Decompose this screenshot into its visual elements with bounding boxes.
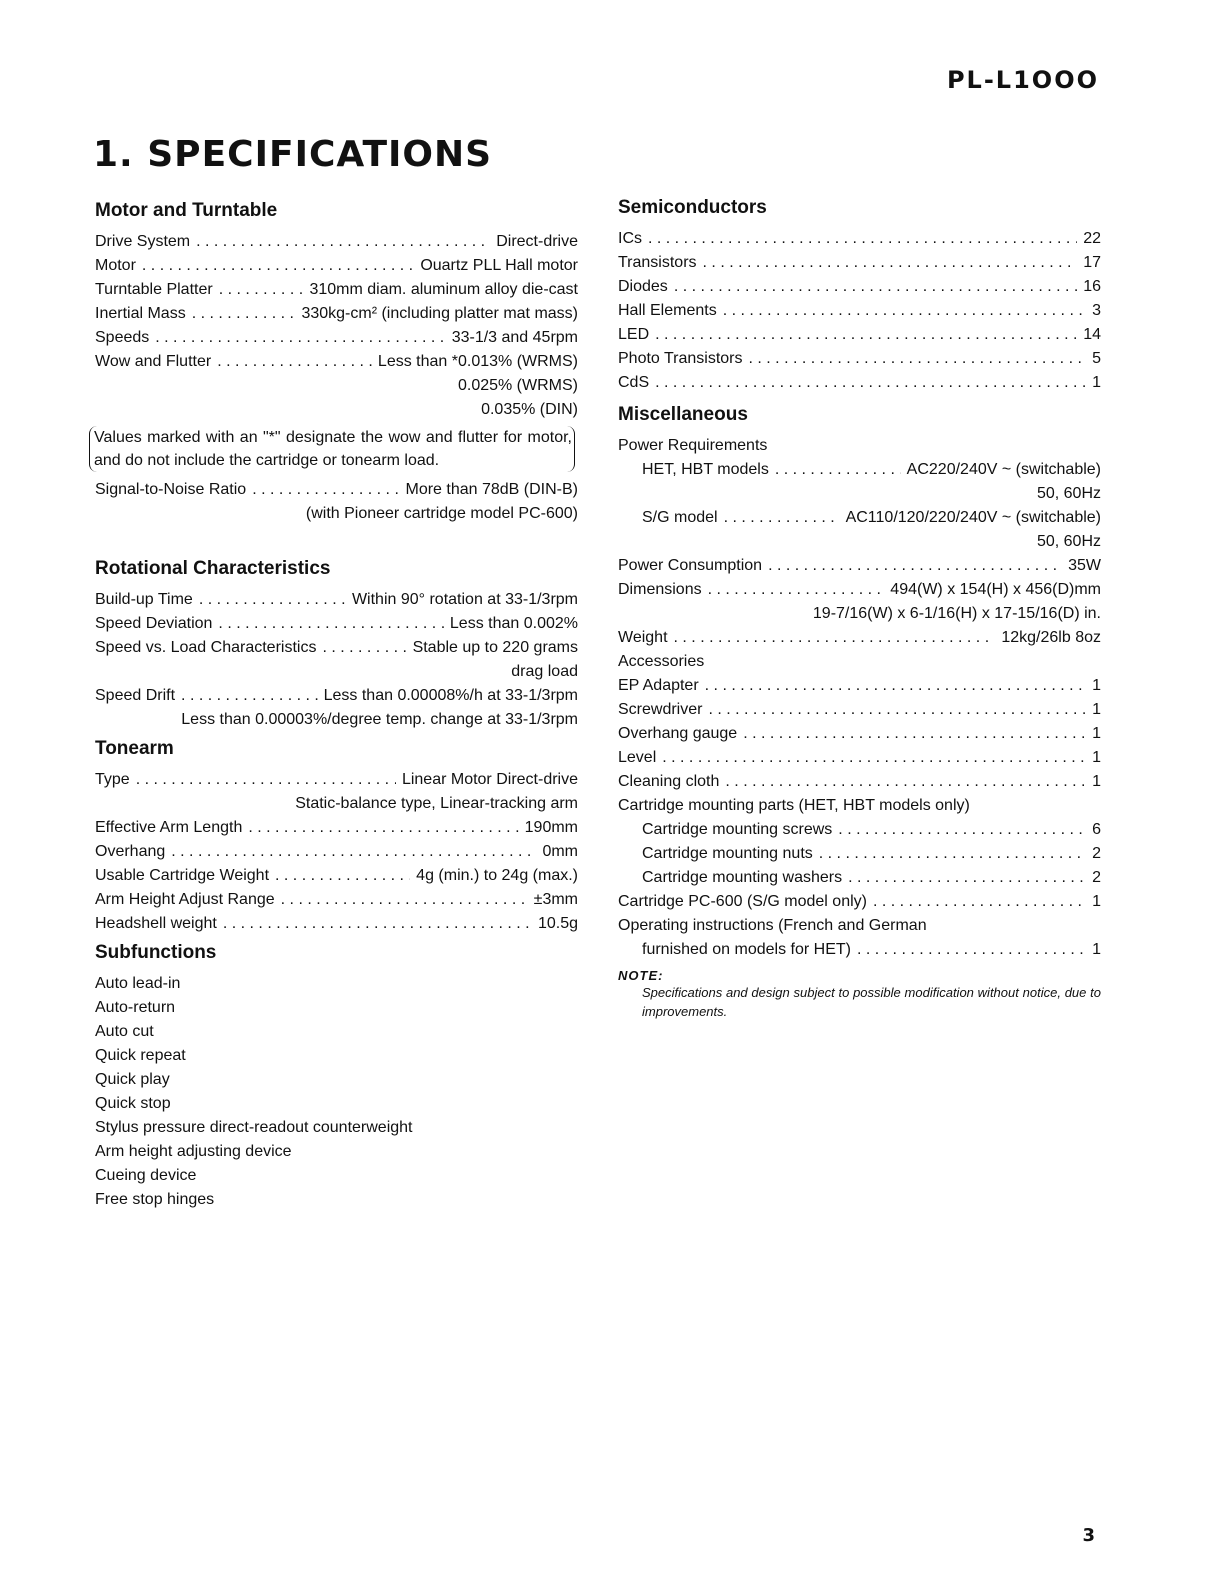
spec-row: Usable Cartridge Weight . . . 4g (min.) to 24g (max.) <box>95 864 578 888</box>
section-heading: Miscellaneous <box>618 404 748 425</box>
spec-row: furnished on models for HET) . . . 1 <box>618 938 1101 962</box>
list-item: Cueing device <box>95 1167 197 1184</box>
misc-section <box>618 402 1101 1021</box>
list-item: Arm height adjusting device <box>95 1143 292 1160</box>
list-item: Quick play <box>95 1071 170 1088</box>
spec-row: Cartridge mounting screws . . . 6 <box>618 818 1101 842</box>
spec-continuation: 0.035% (DIN) <box>481 401 578 418</box>
spec-row: Screwdriver . . . 1 <box>618 698 1101 722</box>
spec-row: Speed Deviation . . . Less than 0.002% <box>95 612 578 636</box>
spec-continuation: (with Pioneer cartridge model PC-600) <box>305 505 578 522</box>
spec-row: Cartridge mounting nuts . . . 2 <box>618 842 1101 866</box>
spec-continuation: 50, 60Hz <box>1036 485 1101 502</box>
section-heading: Rotational Characteristics <box>95 558 331 579</box>
spec-row: HET, HBT models . . . AC220/240V ~ (switchable) <box>618 458 1101 482</box>
spec-row: ICs . . . 22 <box>618 227 1101 251</box>
spec-row: Cartridge mounting washers . . . 2 <box>618 866 1101 890</box>
tonearm-section <box>95 736 578 936</box>
subfunctions-section <box>95 940 578 1212</box>
spec-continuation: Static-balance type, Linear-tracking arm <box>295 795 578 812</box>
wow-flutter-note: Values marked with an "*" designate the wow and flutter for motor, and do not include the cartridge or tonearm load. <box>89 426 575 472</box>
spec-row: CdS . . . 1 <box>618 371 1101 395</box>
spec-row: Cartridge PC-600 (S/G model only) . . . 1 <box>618 890 1101 914</box>
list-item: Quick stop <box>95 1095 171 1112</box>
spec-row: Photo Transistors . . . 5 <box>618 347 1101 371</box>
spec-continuation: drag load <box>511 663 578 680</box>
page-number: 3 <box>1082 1525 1095 1546</box>
rotational-section <box>95 556 578 732</box>
spec-row: Dimensions . . . 494(W) x 154(H) x 456(D)mm <box>618 578 1101 602</box>
spec-label: Accessories <box>618 653 705 670</box>
spec-row: Diodes . . . 16 <box>618 275 1101 299</box>
semiconductors-section <box>618 195 1101 395</box>
spec-row: Power Consumption . . . 35W <box>618 554 1101 578</box>
spec-row: Overhang . . . 0mm <box>95 840 578 864</box>
section-heading: Tonearm <box>95 738 174 759</box>
spec-row: Speeds . . . 33-1/3 and 45rpm <box>95 326 578 350</box>
spec-row: Cleaning cloth . . . 1 <box>618 770 1101 794</box>
spec-row: Level . . . 1 <box>618 746 1101 770</box>
list-item: Auto-return <box>95 999 176 1016</box>
spec-row: Effective Arm Length . . . 190mm <box>95 816 578 840</box>
spec-row: Transistors . . . 17 <box>618 251 1101 275</box>
section-heading: Motor and Turntable <box>95 200 278 221</box>
list-item: Free stop hinges <box>95 1191 215 1208</box>
spec-row: Build-up Time . . . Within 90° rotation at 33-1/3rpm <box>95 588 578 612</box>
spec-continuation: 19-7/16(W) x 6-1/16(H) x 17-15/16(D) in. <box>812 605 1101 622</box>
spec-label: Power Requirements <box>618 437 768 454</box>
list-item: Stylus pressure direct-readout counterweight <box>95 1119 413 1136</box>
section-heading: Subfunctions <box>95 942 217 963</box>
spec-row: S/G model . . . AC110/120/220/240V ~ (switchable) <box>618 506 1101 530</box>
spec-row: Weight . . . 12kg/26lb 8oz <box>618 626 1101 650</box>
spec-row: Type . . . Linear Motor Direct-drive <box>95 768 578 792</box>
spec-continuation: 0.025% (WRMS) <box>457 377 578 394</box>
spec-row: Drive System . . . Direct-drive <box>95 230 578 254</box>
spec-continuation: 50, 60Hz <box>1036 533 1101 550</box>
spec-row: Headshell weight . . . 10.5g <box>95 912 578 936</box>
spec-label: Cartridge mounting parts (HET, HBT models only) <box>618 797 970 814</box>
spec-continuation: Less than 0.00003%/degree temp. change at 33-1/3rpm <box>181 711 578 728</box>
spec-row: Motor . . . Ouartz PLL Hall motor <box>95 254 578 278</box>
spec-row: Wow and Flutter . . . Less than *0.013% (WRMS) <box>95 350 578 374</box>
list-item: Auto lead-in <box>95 975 181 992</box>
spec-label: Operating instructions (French and German <box>618 917 927 934</box>
spec-row: EP Adapter . . . 1 <box>618 674 1101 698</box>
model-number: PL-L1OOO <box>946 66 1099 94</box>
spec-row: Speed vs. Load Characteristics . . . Stable up to 220 grams <box>95 636 578 660</box>
spec-row: Overhang gauge . . . 1 <box>618 722 1101 746</box>
page-title: 1. SPECIFICATIONS <box>93 134 493 175</box>
list-item: Auto cut <box>95 1023 154 1040</box>
section-heading: Semiconductors <box>618 197 767 218</box>
spec-row: Arm Height Adjust Range . . . ±3mm <box>95 888 578 912</box>
note-heading: NOTE: <box>618 968 664 983</box>
spec-row: LED . . . 14 <box>618 323 1101 347</box>
spec-row: Hall Elements . . . 3 <box>618 299 1101 323</box>
list-item: Quick repeat <box>95 1047 186 1064</box>
spec-row: Speed Drift . . . Less than 0.00008%/h at 33-1/3rpm <box>95 684 578 708</box>
motor-section <box>95 198 578 526</box>
note-text: Specifications and design subject to possible modification without notice, due to improvements. <box>642 985 1101 1019</box>
spec-row: Inertial Mass . . . 330kg-cm² (including platter mat mass) <box>95 302 578 326</box>
spec-row: Signal-to-Noise Ratio . . . More than 78dB (DIN-B) <box>95 478 578 502</box>
spec-row: Turntable Platter . . . 310mm diam. aluminum alloy die-cast <box>95 278 578 302</box>
